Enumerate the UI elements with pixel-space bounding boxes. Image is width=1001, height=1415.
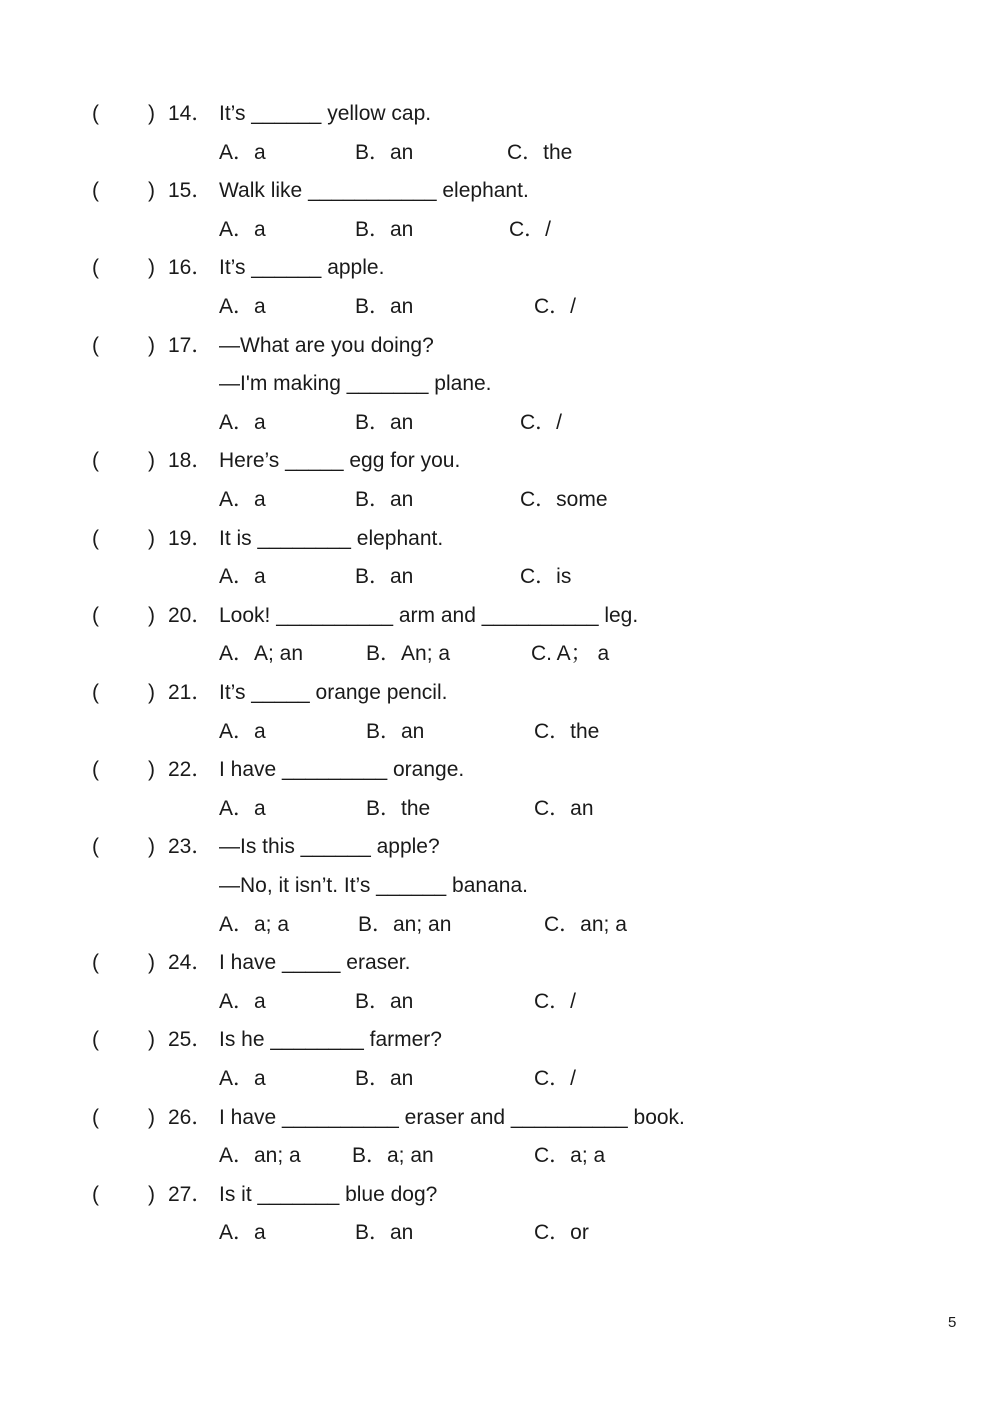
option-b[interactable]: B．an xyxy=(355,217,414,241)
question-stem: Walk like ___________ elephant. xyxy=(219,179,529,203)
option-c[interactable]: C．/ xyxy=(534,295,576,318)
question-number: 16． xyxy=(168,256,213,280)
answer-paren-close: ) xyxy=(148,333,155,357)
option-c[interactable]: C. A； a xyxy=(531,642,610,666)
question-stem: —What are you doing? xyxy=(219,333,434,357)
answer-paren-open: ( xyxy=(92,758,99,782)
question-stem: It is ________ elephant. xyxy=(219,526,444,550)
question-number: 22． xyxy=(168,758,213,782)
answer-paren-close: ) xyxy=(148,256,155,280)
question-number: 18． xyxy=(168,449,213,473)
answer-paren-close: ) xyxy=(148,1105,155,1129)
answer-paren-close: ) xyxy=(148,758,155,782)
option-b[interactable]: B．an xyxy=(355,488,414,511)
question-stem: I have _________ orange. xyxy=(219,758,465,782)
question-stem: Is he ________ farmer? xyxy=(219,1028,442,1052)
answer-paren-close: ) xyxy=(148,102,155,125)
question-number: 20． xyxy=(168,603,213,627)
option-b[interactable]: B．an xyxy=(355,1221,414,1245)
answer-paren-close: ) xyxy=(148,835,155,859)
question-number: 23． xyxy=(168,835,213,859)
option-c[interactable]: C．a; a xyxy=(534,1144,606,1168)
option-b[interactable]: B．an; an xyxy=(358,912,452,936)
option-a[interactable]: A．a xyxy=(219,565,266,589)
option-b[interactable]: B．a; an xyxy=(352,1144,434,1168)
answer-paren-close: ) xyxy=(148,1028,155,1052)
option-b[interactable]: B．An; a xyxy=(366,642,451,666)
answer-paren-close: ) xyxy=(148,449,155,473)
option-b[interactable]: B．an xyxy=(355,295,414,318)
answer-paren-open: ( xyxy=(92,1182,99,1206)
answer-paren-open: ( xyxy=(92,951,99,975)
question-stem: It’s ______ yellow cap. xyxy=(219,102,432,125)
answer-paren-close: ) xyxy=(148,603,155,627)
option-b[interactable]: B．an xyxy=(355,410,414,434)
answer-paren-open: ( xyxy=(92,835,99,859)
answer-paren-close: ) xyxy=(148,951,155,975)
question-stem: It’s ______ apple. xyxy=(219,256,385,280)
question-number: 19． xyxy=(168,526,213,550)
option-a[interactable]: A．a xyxy=(219,989,266,1013)
question-stem: I have _____ eraser. xyxy=(219,951,411,975)
question-stem: Here’s _____ egg for you. xyxy=(219,449,461,473)
option-c[interactable]: C．or xyxy=(534,1221,589,1245)
question-stem: It’s _____ orange pencil. xyxy=(219,681,448,704)
question-number: 14． xyxy=(168,102,213,125)
option-c[interactable]: C．/ xyxy=(509,217,551,241)
answer-paren-open: ( xyxy=(92,179,99,203)
option-a[interactable]: A．a xyxy=(219,719,266,743)
question-stem: —No, it isn’t. It’s ______ banana. xyxy=(219,874,528,897)
option-c[interactable]: C．some xyxy=(520,488,608,511)
question-stem: I have __________ eraser and __________ book. xyxy=(219,1105,685,1129)
answer-paren-open: ( xyxy=(92,102,99,125)
option-a[interactable]: A．a xyxy=(219,796,266,820)
option-a[interactable]: A．a xyxy=(219,295,266,318)
answer-paren-open: ( xyxy=(92,681,99,704)
option-b[interactable]: B．an xyxy=(366,719,425,743)
question-stem: —I'm making _______ plane. xyxy=(219,372,492,396)
answer-paren-close: ) xyxy=(148,526,155,550)
question-stem: Is it _______ blue dog? xyxy=(219,1182,438,1206)
page-number: 5 xyxy=(948,1314,957,1331)
answer-paren-open: ( xyxy=(92,526,99,550)
answer-paren-open: ( xyxy=(92,333,99,357)
option-c[interactable]: C．/ xyxy=(534,989,576,1013)
answer-paren-open: ( xyxy=(92,1105,99,1129)
option-b[interactable]: B．the xyxy=(366,796,431,820)
option-c[interactable]: C．an; a xyxy=(544,912,627,936)
option-c[interactable]: C．the xyxy=(534,719,600,743)
question-number: 24． xyxy=(168,951,213,975)
option-a[interactable]: A．a xyxy=(219,217,266,241)
option-b[interactable]: B．an xyxy=(355,565,414,589)
answer-paren-open: ( xyxy=(92,449,99,473)
answer-paren-open: ( xyxy=(92,603,99,627)
option-c[interactable]: C．the xyxy=(507,140,573,164)
answer-paren-close: ) xyxy=(148,681,155,704)
answer-paren-close: ) xyxy=(148,1182,155,1206)
question-stem: —Is this ______ apple? xyxy=(219,835,440,859)
option-a[interactable]: A．a xyxy=(219,1221,266,1245)
option-a[interactable]: A．a xyxy=(219,488,266,511)
question-number: 17． xyxy=(168,333,213,357)
question-number: 21． xyxy=(168,681,213,704)
option-a[interactable]: A．a xyxy=(219,410,266,434)
option-a[interactable]: A．a; a xyxy=(219,912,290,936)
option-c[interactable]: C．is xyxy=(520,565,572,589)
question-number: 25． xyxy=(168,1028,213,1052)
option-a[interactable]: A．a xyxy=(219,1067,266,1090)
option-b[interactable]: B．an xyxy=(355,989,414,1013)
answer-paren-open: ( xyxy=(92,1028,99,1052)
option-b[interactable]: B．an xyxy=(355,1067,414,1090)
option-a[interactable]: A．an; a xyxy=(219,1144,301,1168)
answer-paren-close: ) xyxy=(148,179,155,203)
question-number: 15． xyxy=(168,179,213,203)
question-number: 26． xyxy=(168,1105,213,1129)
option-a[interactable]: A．a xyxy=(219,140,266,164)
answer-paren-open: ( xyxy=(92,256,99,280)
question-number: 27． xyxy=(168,1182,213,1206)
option-c[interactable]: C．/ xyxy=(534,1067,576,1090)
option-b[interactable]: B．an xyxy=(355,140,414,164)
option-a[interactable]: A．A; an xyxy=(219,642,304,666)
option-c[interactable]: C．/ xyxy=(520,410,562,434)
option-c[interactable]: C．an xyxy=(534,796,594,820)
question-stem: Look! __________ arm and __________ leg. xyxy=(219,603,639,627)
